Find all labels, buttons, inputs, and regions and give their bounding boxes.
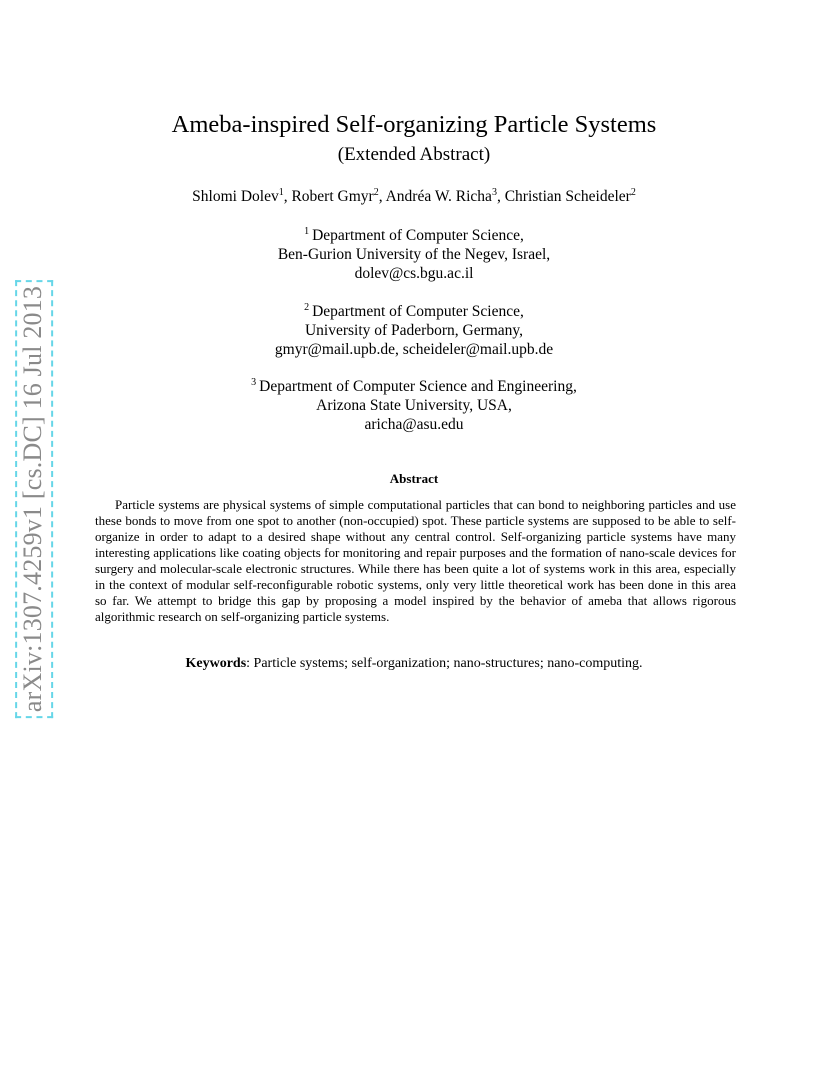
author-name: Andréa W. Richa	[385, 188, 492, 205]
arxiv-identifier: arXiv:1307.4259v1 [cs.DC] 16 Jul 2013	[15, 280, 53, 718]
affiliation-line	[0, 377, 828, 396]
affiliation-mark: 2	[304, 302, 310, 313]
author-name: Christian Scheideler	[504, 188, 631, 205]
affiliation-department: Department of Computer Science and Engineering,	[259, 378, 577, 395]
author-affiliation-mark: 2	[630, 187, 636, 198]
keywords-text: : Particle systems; self-organization; nano-structures; nano-computing.	[246, 656, 643, 671]
affiliation-department: Department of Computer Science,	[312, 303, 524, 320]
affiliation-institution: Arizona State University, USA,	[316, 397, 512, 414]
author-separator: ,	[378, 188, 386, 205]
affiliation-block	[0, 377, 828, 434]
affiliation-block	[0, 226, 828, 283]
keywords-line	[0, 655, 828, 673]
keywords-label: Keywords	[185, 656, 247, 671]
affiliation-email: gmyr@mail.upb.de, scheideler@mail.upb.de	[274, 341, 554, 358]
abstract-body: Particle systems are physical systems of simple computational particles that can bond to neighboring particles and use these bonds to move from one spot to another (non-occupied) spot. These particle systems are supposed to be able to self-organize in order to adapt to a desired shape without any central control. Self-organizing particle systems have many interesting applications like coating objects for monitoring and repair purposes and the formation of nano-scale devices for surgery and molecular-scale electronic structures. While there has been quite a lot of systems work in this area, especially in the context of modular self-reconfigurable robotic systems, only very little theoretical work has been done in this area so far. We attempt to bridge this gap by proposing a model inspired by the behavior of ameba that allows rigorous algorithmic research on self-organizing particle systems.	[95, 497, 736, 624]
affiliation-email: dolev@cs.bgu.ac.il	[354, 265, 474, 282]
affiliation-institution: Ben-Gurion University of the Negev, Israel,	[277, 246, 551, 263]
affiliation-block	[0, 302, 828, 359]
paper-title: Ameba-inspired Self-organizing Particle Systems	[171, 111, 657, 138]
affiliation-line	[0, 302, 828, 321]
affiliation-mark: 3	[251, 377, 257, 388]
abstract-heading: Abstract	[389, 471, 439, 486]
author-list	[0, 186, 828, 208]
author-name: Shlomi Dolev	[192, 188, 279, 205]
author-name: Robert Gmyr	[291, 188, 374, 205]
author-separator: ,	[283, 188, 292, 205]
affiliation-department: Department of Computer Science,	[312, 227, 524, 244]
affiliation-line	[0, 226, 828, 245]
affiliation-mark: 1	[304, 226, 310, 237]
author-affiliation-mark: 1	[278, 187, 284, 198]
author-affiliation-mark: 2	[373, 187, 379, 198]
affiliation-institution: University of Paderborn, Germany,	[304, 322, 524, 339]
paper-subtitle: (Extended Abstract)	[337, 144, 491, 165]
author-separator: ,	[496, 188, 505, 205]
author-affiliation-mark: 3	[491, 187, 497, 198]
affiliation-email: aricha@asu.edu	[364, 416, 464, 433]
